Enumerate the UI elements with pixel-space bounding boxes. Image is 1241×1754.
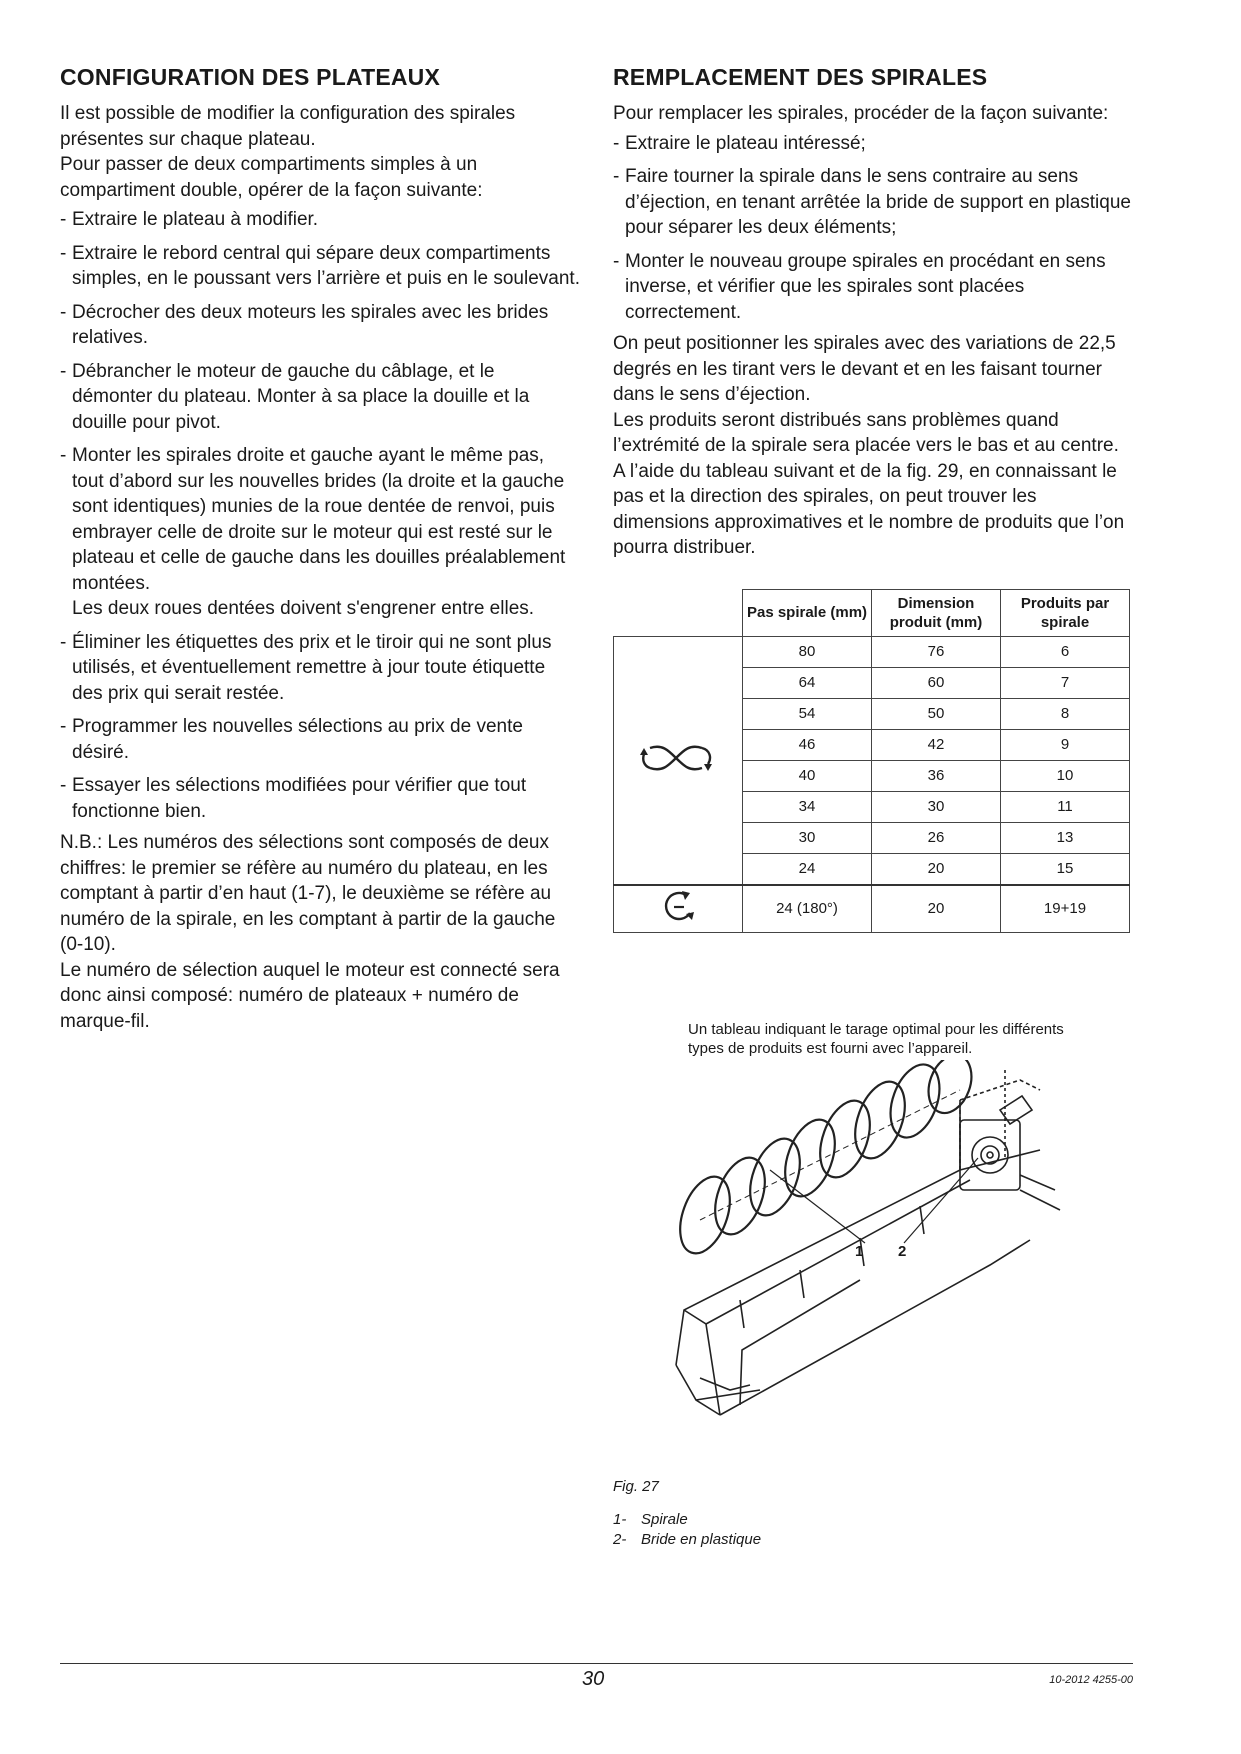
- table-row: 40 36 10: [614, 760, 1130, 791]
- right-column: [613, 64, 1133, 933]
- single-spiral-rotation-icon: [614, 885, 743, 933]
- table-row: 80 76 6: [614, 636, 1130, 667]
- table-row: 34 30 11: [614, 791, 1130, 822]
- spiral-table: [613, 589, 1130, 933]
- figure-note: Un tableau indiquant le tarage optimal pour les différents types de produits est fourni avec l’appareil.: [688, 1021, 1064, 1057]
- spiral-tray-illustration: [660, 1060, 1100, 1460]
- table-row: 24 20 15: [614, 853, 1130, 885]
- final-paragraph: Le numéro de sélection auquel le moteur est connecté sera donc ainsi composé: numéro de plateaux + numéro de marque-fil.: [60, 959, 560, 1032]
- list-item: - Extraire le plateau à modifier.: [60, 209, 319, 230]
- figure-label: Fig. 27: [613, 1478, 659, 1495]
- list-item: - Essayer les sélections modifiées pour vérifier que tout fonctionne bien.: [60, 775, 527, 822]
- left-column: [60, 64, 580, 1034]
- right-paragraph-2: Les produits seront distribués sans problèmes quand l’extrémité de la spirale sera placée vers le bas et au centre.: [613, 409, 1119, 456]
- table-row: 46 42 9: [614, 729, 1130, 760]
- intro-paragraph-1: Il est possible de modifier la configuration des spirales présentes sur chaque plateau.: [60, 103, 516, 150]
- table-row: 30 26 13: [614, 822, 1130, 853]
- list-item: - Faire tourner la spirale dans le sens contraire au sens d’éjection, en tenant arrêtée la bride de support en plastique pour séparer les deux éléments;: [613, 166, 1131, 238]
- table-row: 54 50 8: [614, 698, 1130, 729]
- list-item: 2- Bride en plastique: [613, 1531, 762, 1548]
- list-item: - Extraire le plateau intéressé;: [613, 132, 866, 154]
- list-item: - Monter le nouveau groupe spirales en procédant en sens inverse, et vérifier que les spirales sont placées correctement.: [613, 250, 1106, 323]
- section-title-configuration: CONFIGURATION DES PLATEAUX: [60, 64, 441, 90]
- configuration-steps-list: [60, 207, 580, 824]
- list-item: - Extraire le rebord central qui sépare deux compartiments simples, en le poussant vers l’arrière et puis en le soulevant.: [60, 242, 580, 289]
- page-number: 30: [582, 1668, 605, 1690]
- table-corner: [614, 589, 743, 636]
- nb-paragraph: N.B.: Les numéros des sélections sont composés de deux chiffres: le premier se réfère au numéro du plateau, en les comptant à partir d’en haut (1-7), le deuxième se réfère au numéro de la spirale, en les comptant à partir de la gauche (0-10).: [60, 832, 556, 955]
- right-paragraph-1: On peut positionner les spirales avec des variations de 22,5 degrés en les tirant vers le devant et en les faisant tourner dans le sens d’éjection.: [613, 333, 1116, 405]
- list-item: - Monter les spirales droite et gauche ayant le même pas, tout d’abord sur les nouvelles brides (la droite et la gauche sont identiques) munies de la roue dentée de renvoi, puis embrayer celle de droite sur le moteur qui est resté sur le plateau et celle de gauche dans les douilles préalablement montées. Les deux roues dentées doivent s'engrener entre elles.: [60, 445, 566, 619]
- header-produits-par-spirale: Produits par spirale: [1001, 589, 1130, 636]
- section-title-remplacement: REMPLACEMENT DES SPIRALES: [613, 64, 988, 90]
- step-note: Les deux roues dentées doivent s'engrener entre elles.: [72, 598, 535, 619]
- intro-paragraph-2: Pour passer de deux compartiments simples à un compartiment double, opérer de la façon suivante:: [60, 154, 483, 201]
- document-reference: 10-2012 4255-00: [1049, 1674, 1133, 1686]
- table-row: 24 (180°) 20 19+19: [614, 885, 1130, 933]
- list-item: - Décrocher des deux moteurs les spirales avec les brides relatives.: [60, 301, 549, 348]
- list-item: - Débrancher le moteur de gauche du câblage, et le démonter du plateau. Monter à sa place la douille et la douille pour pivot.: [60, 360, 530, 433]
- list-item: 1- Spirale: [613, 1511, 688, 1528]
- table-header-row: [614, 589, 1130, 636]
- double-spiral-rotation-icon: [614, 636, 743, 885]
- table-row: 64 60 7: [614, 667, 1130, 698]
- header-pas-spirale: Pas spirale (mm): [743, 589, 872, 636]
- footer-divider: [60, 1663, 1133, 1664]
- header-dimension-produit: Dimension produit (mm): [872, 589, 1001, 636]
- replacement-steps-list: [613, 131, 1133, 326]
- list-item: - Programmer les nouvelles sélections au prix de vente désiré.: [60, 716, 523, 763]
- right-paragraph-3: A l’aide du tableau suivant et de la fig. 29, en connaissant le pas et la direction des spirales, on peut trouver les dimensions approximatives et le nombre de produits que l’on pourra distribuer.: [613, 460, 1125, 558]
- callout-1: 1: [855, 1243, 864, 1260]
- right-intro: Pour remplacer les spirales, procéder de la façon suivante:: [613, 103, 1109, 124]
- callout-2: 2: [898, 1243, 907, 1260]
- list-item: - Éliminer les étiquettes des prix et le tiroir qui ne sont plus utilisés, et éventuellement remettre à jour toute étiquette des prix qui serait restée.: [60, 631, 552, 704]
- figure-legend: [613, 1510, 761, 1550]
